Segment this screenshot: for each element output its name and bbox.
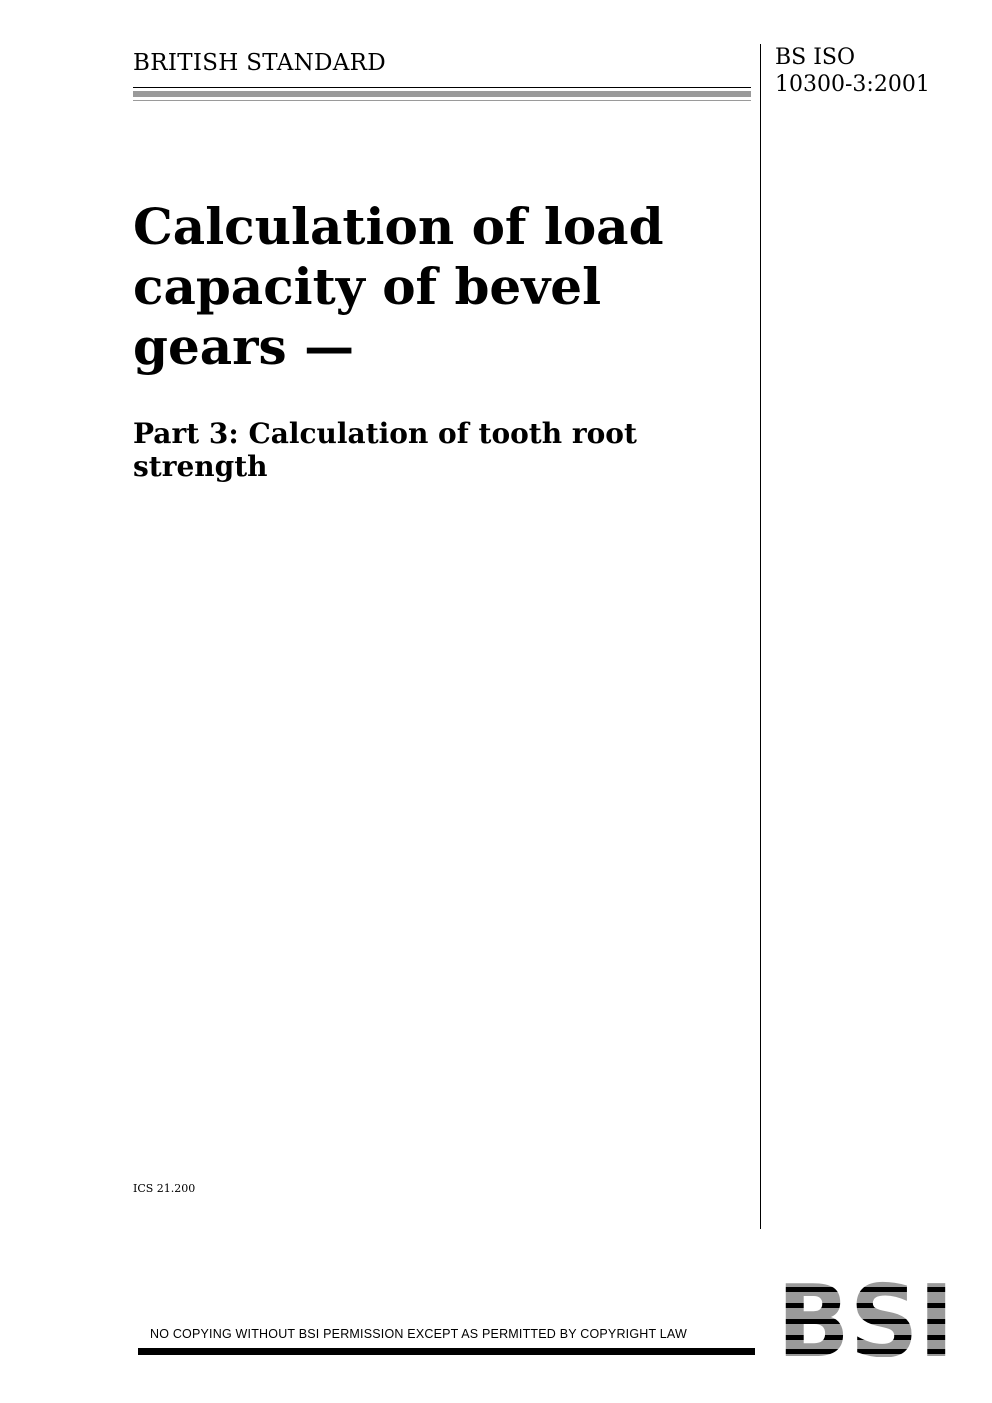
- standard-number-line2: 10300-3:2001: [775, 72, 930, 97]
- standard-number: [775, 44, 930, 98]
- document-title: Calculation of load capacity of bevel gears —: [133, 197, 664, 376]
- footer-rule: [138, 1348, 755, 1355]
- header-rule-thin-bottom: [133, 100, 751, 101]
- copyright-notice: NO COPYING WITHOUT BSI PERMISSION EXCEPT AS PERMITTED BY COPYRIGHT LAW: [150, 1327, 688, 1341]
- vertical-divider: [760, 44, 761, 1229]
- header-rule-grey: [133, 91, 751, 97]
- document-category-label: BRITISH STANDARD: [133, 50, 387, 76]
- standard-number-line1: BS ISO: [775, 45, 856, 70]
- header-rule-thin-top: [133, 87, 751, 88]
- bsi-logo: [777, 1277, 954, 1357]
- ics-code: ICS 21.200: [133, 1182, 196, 1195]
- document-subtitle: Part 3: Calculation of tooth root strength: [133, 417, 637, 483]
